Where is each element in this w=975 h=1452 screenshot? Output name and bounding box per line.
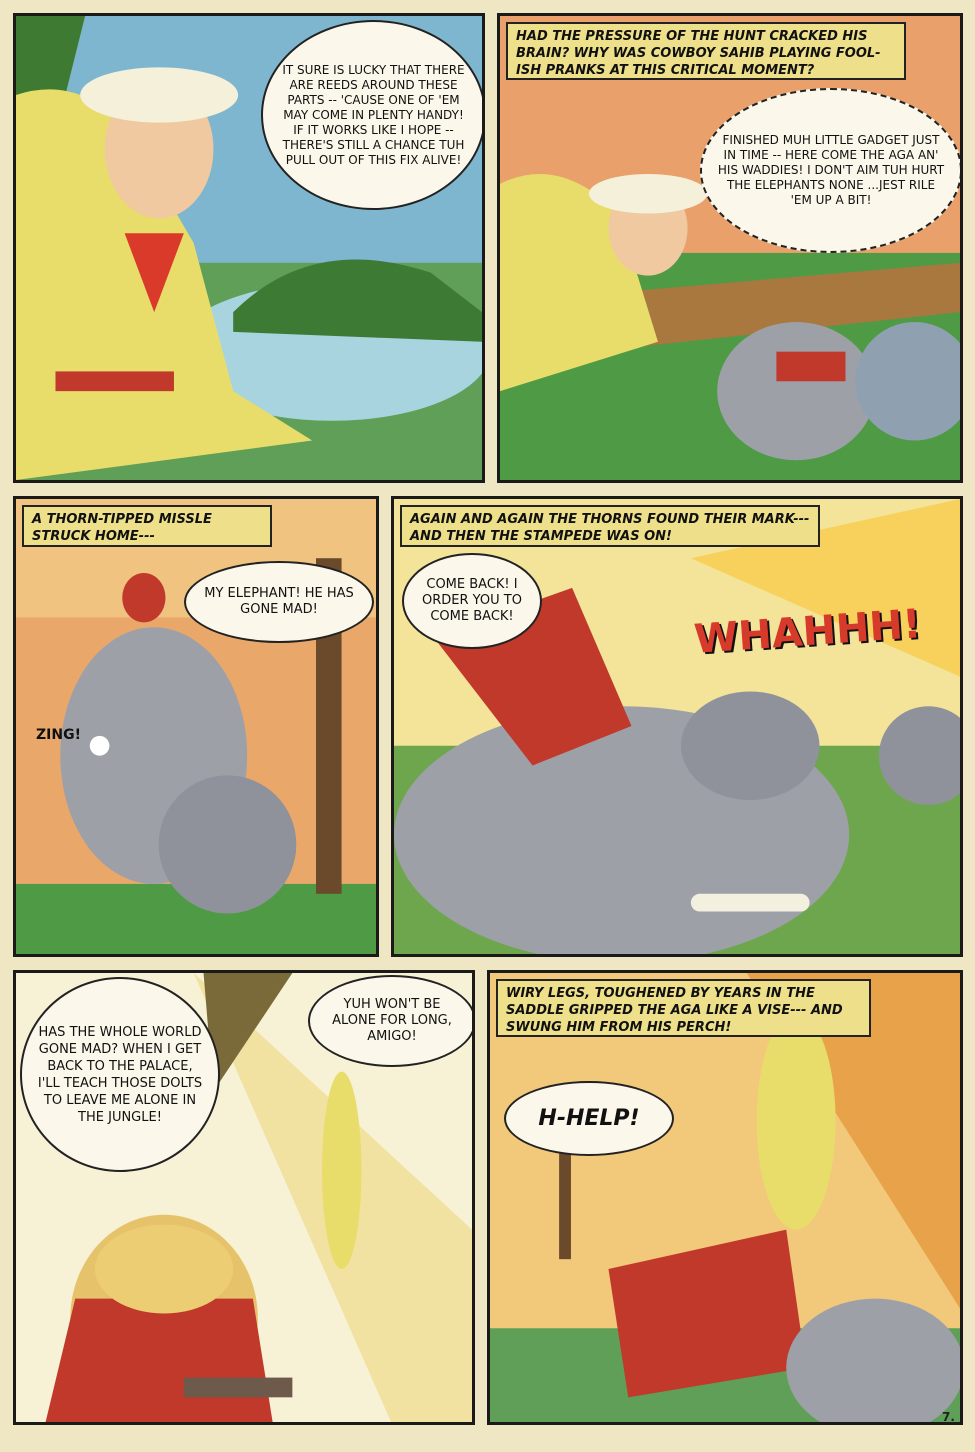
panel-4-caption: AGAIN AND AGAIN THE THORNS FOUND THEIR MARK---AND THEN THE STAMPEDE WAS ON! [400, 505, 820, 547]
panel-1-speech-balloon: IT SURE IS LUCKY THAT THERE ARE REEDS AROUND THESE PARTS -- 'CAUSE ONE OF 'EM MAY COME IN PLENTY HANDY! IF IT WORKS LIKE I HOPE -- THERE'S STILL A CHANCE TUH PULL OUT OF THIS FIX ALIVE! [261, 20, 485, 210]
panel-5-speech-balloon-aga: HAS THE WHOLE WORLD GONE MAD? WHEN I GET BACK TO THE PALACE, I'LL TEACH THOSE DOLTS TO LEAVE ME ALONE IN THE JUNGLE! [20, 977, 220, 1172]
panel-2-art [500, 16, 960, 480]
panel-6 [487, 970, 963, 1425]
panel-3-sfx-zing: ZING! [36, 727, 81, 743]
panel-3-caption: A THORN-TIPPED MISSLE STRUCK HOME--- [22, 505, 272, 547]
page-number: 7. [942, 1410, 955, 1424]
panel-4 [391, 496, 963, 957]
panel-2 [497, 13, 963, 483]
panel-6-caption: WIRY LEGS, TOUGHENED BY YEARS IN THE SADDLE GRIPPED THE AGA LIKE A VISE--- AND SWUNG HIM FROM HIS PERCH! [496, 979, 871, 1037]
panel-6-art [490, 973, 960, 1422]
panel-6-speech-balloon: H-HELP! [504, 1081, 674, 1156]
panel-3 [13, 496, 379, 957]
panel-1 [13, 13, 485, 483]
panel-5-speech-balloon-cowboy: YUH WON'T BE ALONE FOR LONG, AMIGO! [308, 975, 475, 1067]
panel-3-speech-balloon: MY ELEPHANT! HE HAS GONE MAD! [184, 561, 374, 643]
panel-5 [13, 970, 475, 1425]
panel-4-speech-balloon: COME BACK! I ORDER YOU TO COME BACK! [402, 553, 542, 649]
panel-4-sfx-whahhh: WHAHHH! [692, 601, 923, 663]
panel-2-caption: HAD THE PRESSURE OF THE HUNT CRACKED HIS BRAIN? WHY WAS COWBOY SAHIB PLAYING FOOL-ISH PRANKS AT THIS CRITICAL MOMENT? [506, 22, 906, 80]
panel-2-thought-balloon: FINISHED MUH LITTLE GADGET JUST IN TIME -- HERE COME THE AGA AN' HIS WADDIES! I DON'T AIM TUH HURT THE ELEPHANTS NONE ...JEST RILE 'EM UP A BIT! [700, 88, 962, 253]
